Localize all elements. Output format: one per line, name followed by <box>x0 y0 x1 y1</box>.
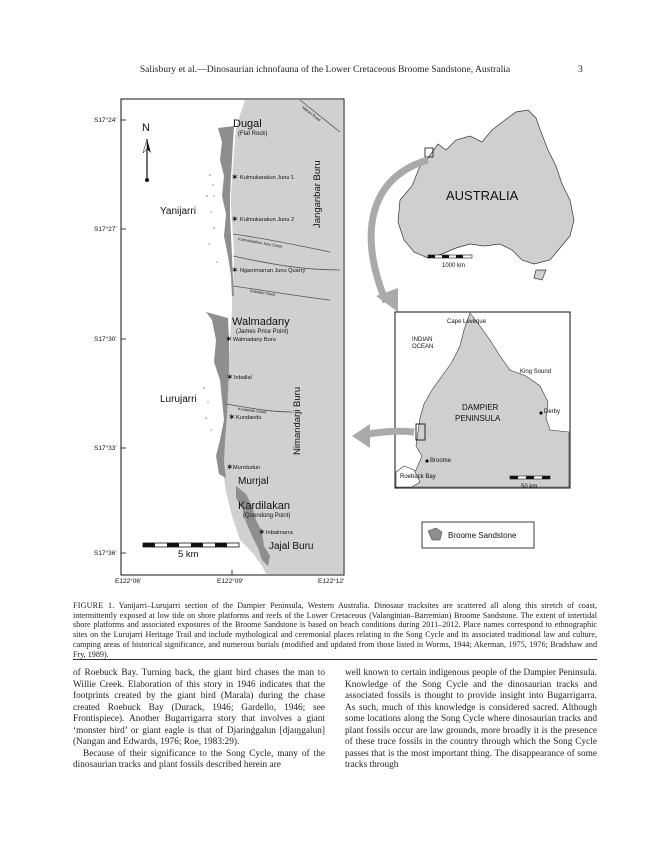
svg-text:✶: ✶ <box>226 462 234 472</box>
site-label: Inballal <box>234 375 252 381</box>
label-nimandarji: Nimandarji Buru <box>292 386 303 455</box>
caption-label: FIGURE 1. <box>73 601 115 610</box>
creek-label: Kulmukarakun Junu Creek <box>237 237 283 249</box>
caption-text: Yanijarri–Lurujarri section of the Dampier Peninsula, Western Australia. Dinosaur tracksites are scattered all along this stretch of coast, intermittently exposed at low tide on shore platforms and reefs of the Lower Cretaceous (Valanginian–Barremian) Broome Sandstone. The extent of intertidal shore platforms and associated exposures of the Broome Sandstone is based on beach conditions during 2011–2012. Place names correspond to ethnographic sites on the Lurujarri Heritage Trail and include mythological and ceremonial places relating to the Song Cycle and its associated traditional law and culture, camping areas of historical significance, and numerous burials (modified and updated from those listed in Worms, 1944; Akerman, 1975, 1976; Bradshaw and Fry, 1989). <box>73 601 597 659</box>
svg-text:✶: ✶ <box>258 527 266 537</box>
indian-ocean-label: INDIAN <box>412 337 433 343</box>
lat-label: S17°24' <box>94 117 117 124</box>
place-lurujarri: Lurujarri <box>160 394 197 405</box>
creek-label: Bubrabu Creek <box>249 289 276 297</box>
indian-ocean-label: OCEAN <box>412 344 434 350</box>
roebuck-bay-label: Roebuck Bay <box>400 474 436 480</box>
king-sound-label: King Sound <box>520 369 552 375</box>
main-scale-bar <box>143 543 239 547</box>
north-label: N <box>142 122 150 134</box>
svg-text:✶: ✶ <box>231 265 239 275</box>
site-label: Kulmukarakun Junu 2 <box>240 217 295 223</box>
lon-label: E122°06' <box>115 578 142 585</box>
australia-outline <box>398 110 574 264</box>
svg-text:✶: ✶ <box>226 372 234 382</box>
place-dugal-sub: (Flat Rock) <box>238 131 268 137</box>
place-murrjal: Murrjal <box>238 476 269 487</box>
svg-text:✶: ✶ <box>225 334 233 344</box>
place-kardilakan-sub: (Quondong Point) <box>243 513 291 519</box>
broome-label: Broome <box>430 458 452 464</box>
lat-label: S17°27' <box>94 226 117 233</box>
left-column <box>73 668 325 772</box>
place-dugal: Dugal <box>233 118 262 130</box>
site-label: Kulmukarakun Junu 1 <box>240 175 295 181</box>
paragraph: well known to certain indigenous people of the Dampier Peninsula. Knowledge of the Song Cycle and the dinosaurian tracks and associated fossils is thought to provide insight into Bugarrigarra. As such, much of this knowledge is considered sacred. Although some locations along the Song Cycle where dinosaurian tracks and plant fossils occur are law grounds, more broadly it is the presence of these trace fossils in the country through which the Song Cycle passes that is the most important thing. The disappearance of some tracks through <box>345 668 597 771</box>
peninsula-scale-label: 50 km <box>521 484 538 490</box>
creek-label: Kundandu Creek <box>237 407 267 415</box>
page-number: 3 <box>578 64 583 75</box>
site-label: Kundandu <box>236 415 262 421</box>
main-scale-label: 5 km <box>178 549 199 560</box>
place-walmadany-sub: (James Price Point) <box>236 329 289 335</box>
lat-label: S17°36' <box>94 550 117 557</box>
australia-label: AUSTRALIA <box>446 188 519 203</box>
label-janganbar: Janganbar Buru <box>312 160 323 228</box>
creek-label: Manari Road <box>301 105 321 123</box>
cape-leveque-label: Cape Leveque <box>447 319 487 325</box>
svg-text:✶: ✶ <box>228 412 236 422</box>
site-label: Walmadany Buru <box>233 337 276 343</box>
site-label: Inbalmarra <box>266 530 293 536</box>
lon-label: E122°12' <box>318 578 345 585</box>
legend-label: Broome Sandstone <box>448 531 517 540</box>
derby-label: Derby <box>544 409 561 415</box>
star-icon: ✶ <box>231 172 239 182</box>
lon-label: E122°09' <box>217 578 244 585</box>
paragraph: Because of their significance to the Song Cycle, many of the dinosaurian tracks and plant fossils described herein are <box>73 748 325 771</box>
figure-caption <box>73 601 597 659</box>
paragraph: of Roebuck Bay. Turning back, the giant bird chases the man to Willie Creek. Elaboration of this story in 1946 indicates that the footprints created by the giant bird (Marala) during the chase created Roebuck Bay (Durack, 1946; Gardello, 1946; see Frontispiece). Another Bugarrigarra story that involves a giant ‘monster bird’ or giant eagle is that of Djarinǵgalun [djaɪŋgalun] (Nangan and Edwards, 1976; Roe, 1983:29). <box>73 668 325 748</box>
dampier-label: DAMPIER <box>462 403 499 412</box>
peninsula-scale-bar <box>510 476 550 479</box>
place-walmadany: Walmadany <box>232 316 290 328</box>
peninsula-inset <box>352 312 570 488</box>
site-label: Ngarrimarran Junu Quarry <box>240 268 306 274</box>
place-kardilakan: Kardilakan <box>238 500 290 512</box>
australia-scale-bar <box>428 255 472 258</box>
australia-scale-label: 1000 km <box>442 263 466 269</box>
lat-label: S17°33' <box>94 445 117 452</box>
svg-text:✶: ✶ <box>231 214 239 224</box>
caption-rule <box>73 659 597 660</box>
australia-inset <box>371 110 574 312</box>
place-yanijarri: Yanijarri <box>160 206 196 217</box>
running-title: Salisbury et al.—Dinosaurian ichnofauna of the Lower Cretaceous Broome Sandstone, Australia <box>139 64 511 75</box>
place-jajal-buru: Jajal Buru <box>269 541 314 552</box>
peninsula-label: PENINSULA <box>455 414 501 423</box>
lat-label: S17°30' <box>94 336 117 343</box>
site-label: Murrdudun <box>233 465 261 471</box>
right-column <box>345 668 597 772</box>
